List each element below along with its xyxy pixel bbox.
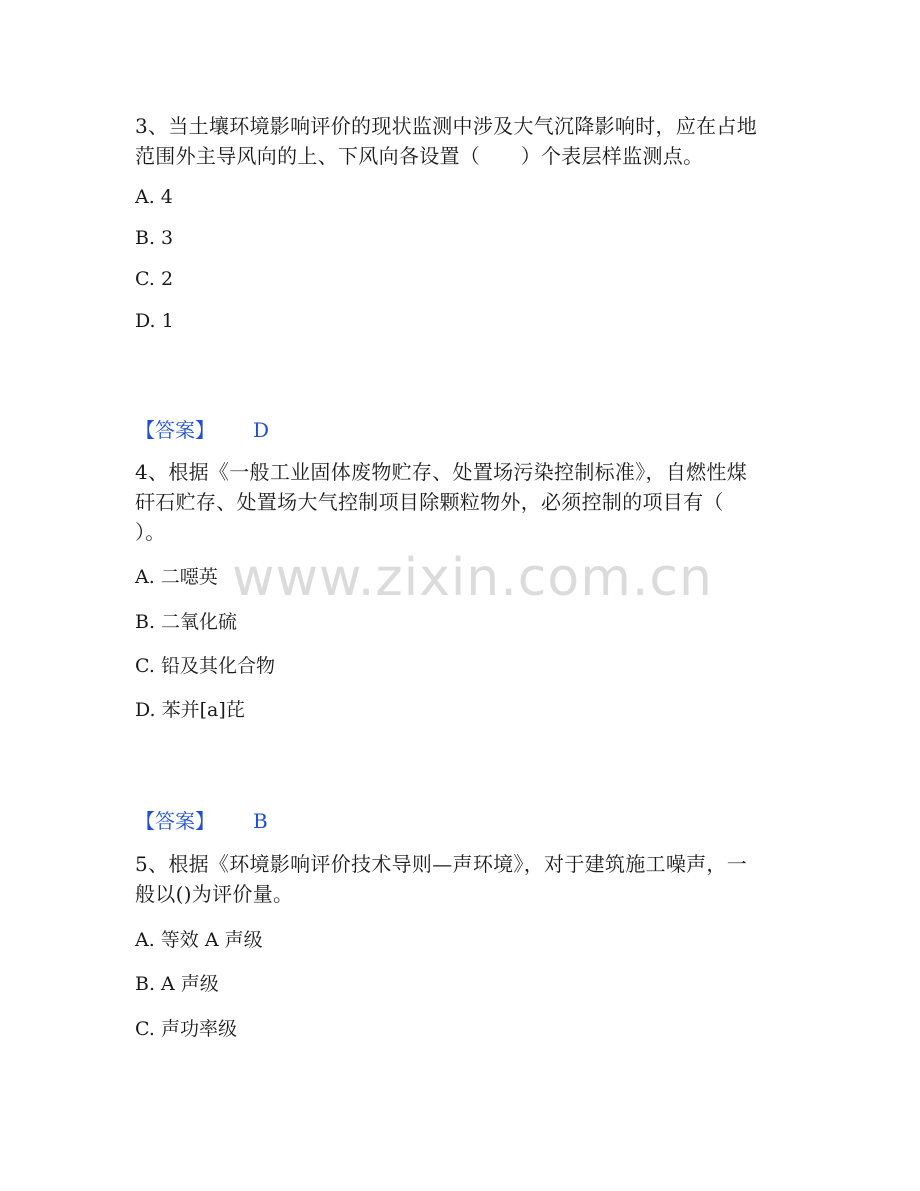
question-5-line-1: 5、根据《环境影响评价技术导则—声环境》，对于建筑施工噪声，一 [135,852,748,876]
answer-4 [135,807,268,835]
question-4-line-3: ）。 [135,520,166,544]
question-3-option-a: A. 4 [135,186,173,208]
question-3-line-1: 3、当土壤环境影响评价的现状监测中涉及大气沉降影响时，应在占地 [135,114,758,138]
question-5-option-a: A. 等效 A 声级 [135,929,263,951]
question-4-option-a: A. 二噁英 [135,566,218,588]
question-3-option-c: C. 2 [135,268,174,290]
question-4-option-d: D. 苯并[a]芘 [135,699,245,721]
question-4-line-2: 矸石贮存、处置场大气控制项目除颗粒物外，必须控制的项目有（ [135,490,724,514]
answer-4-value: B [253,809,268,833]
question-4-option-b: B. 二氧化硫 [135,611,238,633]
question-5-line-2: 般以()为评价量。 [135,882,294,906]
question-3-option-b: B. 3 [135,227,174,249]
question-3-option-d: D. 1 [135,310,174,332]
question-3-line-2: 范围外主导风向的上、下风向各设置（ ）个表层样监测点。 [135,144,704,168]
answer-3-label: 【答案】 [135,418,215,442]
answer-4-label: 【答案】 [135,809,215,833]
question-4-line-1: 4、根据《一般工业固体废物贮存、处置场污染控制标准》，自燃性煤 [135,460,748,484]
answer-3-value: D [253,418,270,442]
question-5-option-c: C. 声功率级 [135,1018,237,1040]
answer-3 [135,416,269,444]
question-5-option-b: B. A 声级 [135,973,219,995]
watermark-text: www.zixin.com.cn [232,548,713,608]
question-4-option-c: C. 铅及其化合物 [135,655,275,677]
